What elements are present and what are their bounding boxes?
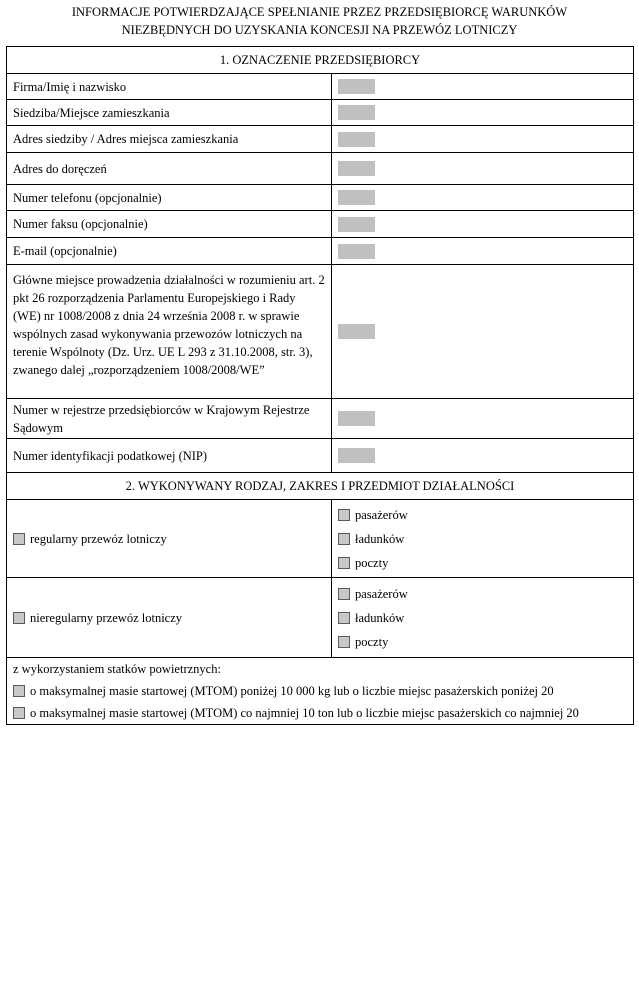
type-scheduled <box>7 500 332 578</box>
label-phone: Numer telefonu (opcjonalnie) <box>7 185 332 211</box>
field-krs-number[interactable] <box>332 399 634 439</box>
option-label: poczty <box>355 555 389 570</box>
label-email: E-mail (opcjonalnie) <box>7 238 332 265</box>
option-label: poczty <box>355 634 389 649</box>
label-fax: Numer faksu (opcjonalnie) <box>7 211 332 238</box>
label-main-place-of-business: Główne miejsce prowadzenia działalności w rozumieniu art. 2 pkt 26 rozporządzenia Parlamentu Europejskiego i Rady (WE) nr 1008/2008 z dnia 24 września 2008 r. w sprawie wspólnych zasad wykonywania przewozów lotniczych na terenie Wspólnoty (Dz. Urz. UE L 293 z 31.10.2008, str. 3), zwanego dalej „rozporządzeniem 1008/2008/WE” <box>7 265 332 399</box>
label-krs-number: Numer w rejestrze przedsiębiorców w Krajowym Rejestrze Sądowym <box>7 399 332 439</box>
input-placeholder[interactable] <box>338 217 375 232</box>
checkbox-scheduled-passengers[interactable] <box>338 509 350 521</box>
field-nip[interactable] <box>332 439 634 473</box>
field-registered-office[interactable] <box>332 100 634 126</box>
input-placeholder[interactable] <box>338 411 375 426</box>
input-placeholder[interactable] <box>338 244 375 259</box>
type-scheduled-label: regularny przewóz lotniczy <box>30 531 167 546</box>
checkbox-scheduled-cargo[interactable] <box>338 533 350 545</box>
checkbox-non-scheduled-mail[interactable] <box>338 636 350 648</box>
checkbox-mtom-below-10000[interactable] <box>13 685 25 697</box>
checkbox-scheduled[interactable] <box>13 533 25 545</box>
input-placeholder[interactable] <box>338 132 375 147</box>
aircraft-option-label: o maksymalnej masie startowej (MTOM) co najmniej 10 ton lub o liczbie miejsc pasażerskich co najmniej 20 <box>30 706 579 720</box>
section-2-heading: 2. WYKONYWANY RODZAJ, ZAKRES I PRZEDMIOT DZIAŁALNOŚCI <box>7 473 634 500</box>
field-company-name[interactable] <box>332 74 634 100</box>
option-label: ładunków <box>355 531 405 546</box>
field-delivery-address[interactable] <box>332 153 634 185</box>
label-nip: Numer identyfikacji podatkowej (NIP) <box>7 439 332 473</box>
type-non-scheduled <box>7 578 332 658</box>
document-title-line-1: INFORMACJE POTWIERDZAJĄCE SPEŁNIANIE PRZEZ PRZEDSIĘBIORCĘ WARUNKÓW <box>71 5 568 19</box>
checkbox-scheduled-mail[interactable] <box>338 557 350 569</box>
label-registered-office: Siedziba/Miejsce zamieszkania <box>7 100 332 126</box>
checkbox-non-scheduled-cargo[interactable] <box>338 612 350 624</box>
options-non-scheduled <box>332 578 634 658</box>
type-non-scheduled-label: nieregularny przewóz lotniczy <box>30 610 183 625</box>
input-placeholder[interactable] <box>338 324 375 339</box>
document-title-line-2: NIEZBĘDNYCH DO UZYSKANIA KONCESJI NA PRZEWÓZ LOTNICZY <box>121 23 518 37</box>
input-placeholder[interactable] <box>338 105 375 120</box>
checkbox-non-scheduled-passengers[interactable] <box>338 588 350 600</box>
input-placeholder[interactable] <box>338 161 375 176</box>
section-1-heading: 1. OZNACZENIE PRZEDSIĘBIORCY <box>7 47 634 74</box>
label-company-name: Firma/Imię i nazwisko <box>7 74 332 100</box>
aircraft-section <box>7 658 634 725</box>
label-office-address: Adres siedziby / Adres miejsca zamieszkania <box>7 126 332 153</box>
field-phone[interactable] <box>332 185 634 211</box>
checkbox-mtom-at-least-10t[interactable] <box>13 707 25 719</box>
aircraft-option-label: o maksymalnej masie startowej (MTOM) poniżej 10 000 kg lub o liczbie miejsc pasażerskich poniżej 20 <box>30 684 554 698</box>
input-placeholder[interactable] <box>338 79 375 94</box>
label-delivery-address: Adres do doręczeń <box>7 153 332 185</box>
options-scheduled <box>332 500 634 578</box>
input-placeholder[interactable] <box>338 190 375 205</box>
field-email[interactable] <box>332 238 634 265</box>
field-main-place-of-business[interactable] <box>332 265 634 399</box>
aircraft-intro: z wykorzystaniem statków powietrznych: <box>13 662 221 676</box>
field-office-address[interactable] <box>332 126 634 153</box>
input-placeholder[interactable] <box>338 448 375 463</box>
concession-form-table <box>6 46 634 725</box>
document-title <box>0 3 639 39</box>
option-label: ładunków <box>355 610 405 625</box>
field-fax[interactable] <box>332 211 634 238</box>
option-label: pasażerów <box>355 507 408 522</box>
checkbox-non-scheduled[interactable] <box>13 612 25 624</box>
option-label: pasażerów <box>355 586 408 601</box>
